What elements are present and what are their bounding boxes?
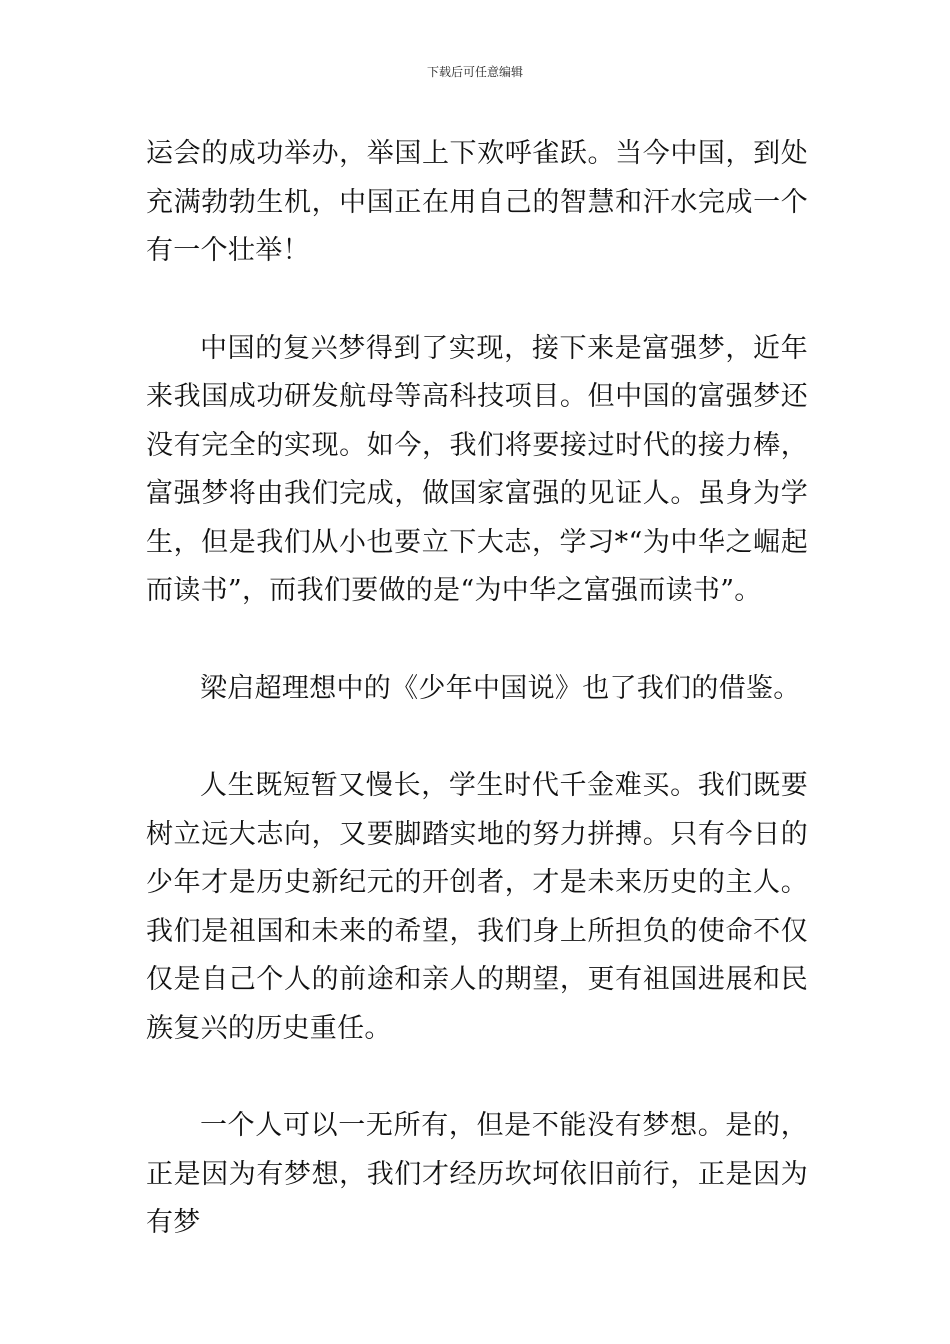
paragraph-1: 运会的成功举办，举国上下欢呼雀跃。当今中国，到处充满勃勃生机，中国正在用自己的智慧和汗水完成一个有一个壮举！ (146, 138, 808, 266)
paragraph-2: 中国的复兴梦得到了实现，接下来是富强梦，近年来我国成功研发航母等高科技项目。但中国的富强梦还没有完全的实现。如今，我们将要接过时代的接力棒，富强梦将由我们完成，做国家富强的见证人。虽身为学生，但是我们从小也要立下大志，学习*“为中华之崛起而读书”，而我们要做的是“为中华之富强而读书”。 (146, 332, 808, 606)
paragraph-3: 梁启超理想中的《少年中国说》也了我们的借鉴。 (200, 672, 801, 704)
page-header: 下载后可任意编辑 (426, 65, 523, 79)
paragraph-4: 人生既短暂又慢长，学生时代千金难买。我们既要树立远大志向，又要脚踏实地的努力拼搏。只有今日的少年才是历史新纪元的开创者，才是未来历史的主人。我们是祖国和未来的希望，我们身上所担负的使命不仅仅是自己个人的前途和亲人的期望，更有祖国进展和民族复兴的历史重任。 (146, 770, 808, 1044)
paragraph-5: 一个人可以一无所有，但是不能没有梦想。是的，正是因为有梦想，我们才经历坎坷依旧前行，正是因为有梦 (146, 1110, 808, 1238)
document-body (146, 130, 808, 1297)
